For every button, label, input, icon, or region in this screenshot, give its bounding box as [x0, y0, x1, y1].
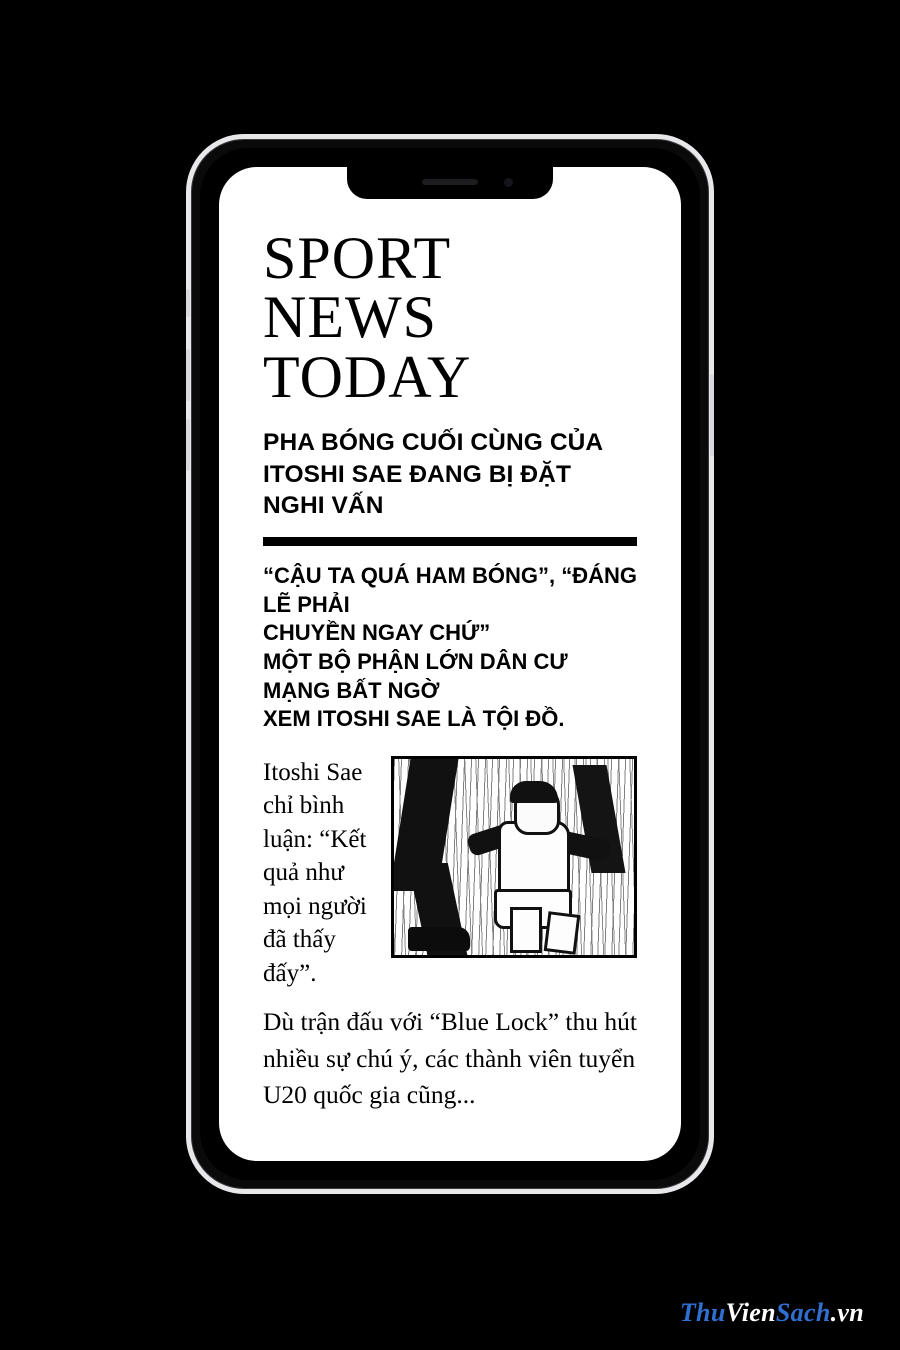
- watermark-part-4: .vn: [830, 1298, 864, 1327]
- body-paragraph: Dù trận đấu với “Blue Lock” thu hút nhiều sự chú ý, các thành viên tuyển U20 quốc gia cũng...: [263, 1007, 637, 1109]
- watermark-part-2: Vien: [725, 1298, 776, 1327]
- watermark-part-1: Thu: [679, 1298, 726, 1327]
- pull-quote: Itoshi Sae chỉ bình luận: “Kết quả như mọi người đã thấy đấy”.: [263, 758, 367, 987]
- volume-up-button[interactable]: [186, 349, 190, 401]
- masthead-line-2: NEWS: [263, 284, 437, 351]
- front-camera-icon: [504, 178, 513, 187]
- headline-line-2: ITOSHI SAE ĐANG BỊ ĐẶT NGHI VẤN: [263, 460, 572, 519]
- phone-bezel: [200, 148, 700, 1180]
- volume-down-button[interactable]: [186, 419, 190, 471]
- player-sock-right: [544, 911, 581, 955]
- watermark-part-3: Sach: [775, 1298, 831, 1327]
- manga-panel-image: [391, 756, 637, 958]
- deck-line-1: “CẬU TA QUÁ HAM BÓNG”, “ĐÁNG LẼ PHẢI: [263, 563, 637, 617]
- deck-line-4: XEM ITOSHI SAE LÀ TỘI ĐỒ.: [263, 706, 565, 732]
- power-button[interactable]: [710, 374, 714, 456]
- article-deck: [263, 562, 637, 734]
- phone-screen[interactable]: [219, 167, 681, 1161]
- deck-line-3: MỘT BỘ PHẬN LỚN DÂN CƯ MẠNG BẤT NGỜ: [263, 649, 568, 703]
- player-hair: [510, 781, 558, 803]
- soccer-shoe: [408, 927, 470, 951]
- masthead-line-1: SPORT: [263, 225, 452, 291]
- phone-frame: [186, 134, 714, 1194]
- divider: [263, 537, 637, 546]
- deck-line-2: CHUYỀN NGAY CHỨ”: [263, 620, 491, 646]
- notch: [347, 167, 553, 199]
- masthead: [263, 225, 637, 410]
- headline-line-1: PHA BÓNG CUỐI CÙNG CỦA: [263, 429, 604, 457]
- watermark: [680, 1298, 864, 1328]
- news-article: [219, 167, 681, 1161]
- article-body: [263, 756, 637, 1113]
- silent-switch[interactable]: [186, 289, 190, 317]
- page-title: [263, 427, 637, 521]
- masthead-line-3: TODAY: [263, 343, 472, 410]
- player-sock-left: [510, 907, 542, 953]
- speaker-icon: [422, 179, 478, 185]
